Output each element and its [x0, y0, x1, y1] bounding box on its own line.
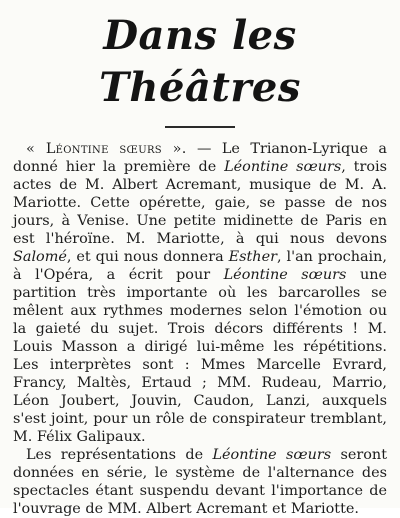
text-segment: , et qui nous donnera: [66, 249, 229, 265]
headline-rule: [165, 126, 235, 128]
headline: Dans les Théâtres: [99, 12, 301, 111]
text-segment: , trois actes de M. Albert Acremant, musique de M. A. Mariotte. Cette opérette, gaie, se passe de nos jours, à Venise. Une petite midinette de Paris en est l'héroïne. M. Mariotte, à qui nous devons: [13, 159, 387, 247]
work-title: Léontine sœurs: [224, 159, 342, 175]
article-body: [13, 140, 387, 518]
show-title-label: « Léontine sœurs ».: [26, 141, 187, 157]
work-title: Léontine sœurs: [223, 267, 347, 283]
text-segment: seront données en série, le système de l'alternance des spectacles étant suspendu devant l'importance de l'ouvrage de MM. Albert Acremant et Mariotte.: [13, 447, 387, 517]
text-segment: — Le Trianon-Lyrique a donné hier la première de: [13, 141, 387, 175]
text-segment: une partition très importante où les barcarolles se mêlent aux rythmes modernes selon l'émotion ou la gaieté du sujet. Trois décors différents ! M. Louis Masson a dirigé lui-même les répétitions. Les interprètes sont : Mmes Marcelle Evrard, Francy, Maltès, Ertaud ; MM. Rudeau, Marrio, Léon Joubert, Jouvin, Caudon, Lanzi, auxquels s'est joint, pour un rôle de conspirateur tremblant, M. Félix Galipaux.: [13, 267, 387, 445]
work-title: Salomé: [13, 249, 67, 265]
article-paragraph: [13, 140, 387, 446]
work-title: Esther: [228, 249, 277, 265]
text-segment: , l'an prochain, à l'Opéra, a écrit pour: [13, 249, 387, 283]
text-segment: Les représentations de: [26, 447, 213, 463]
work-title: Léontine sœurs: [212, 447, 332, 463]
article-paragraph: [13, 446, 387, 518]
